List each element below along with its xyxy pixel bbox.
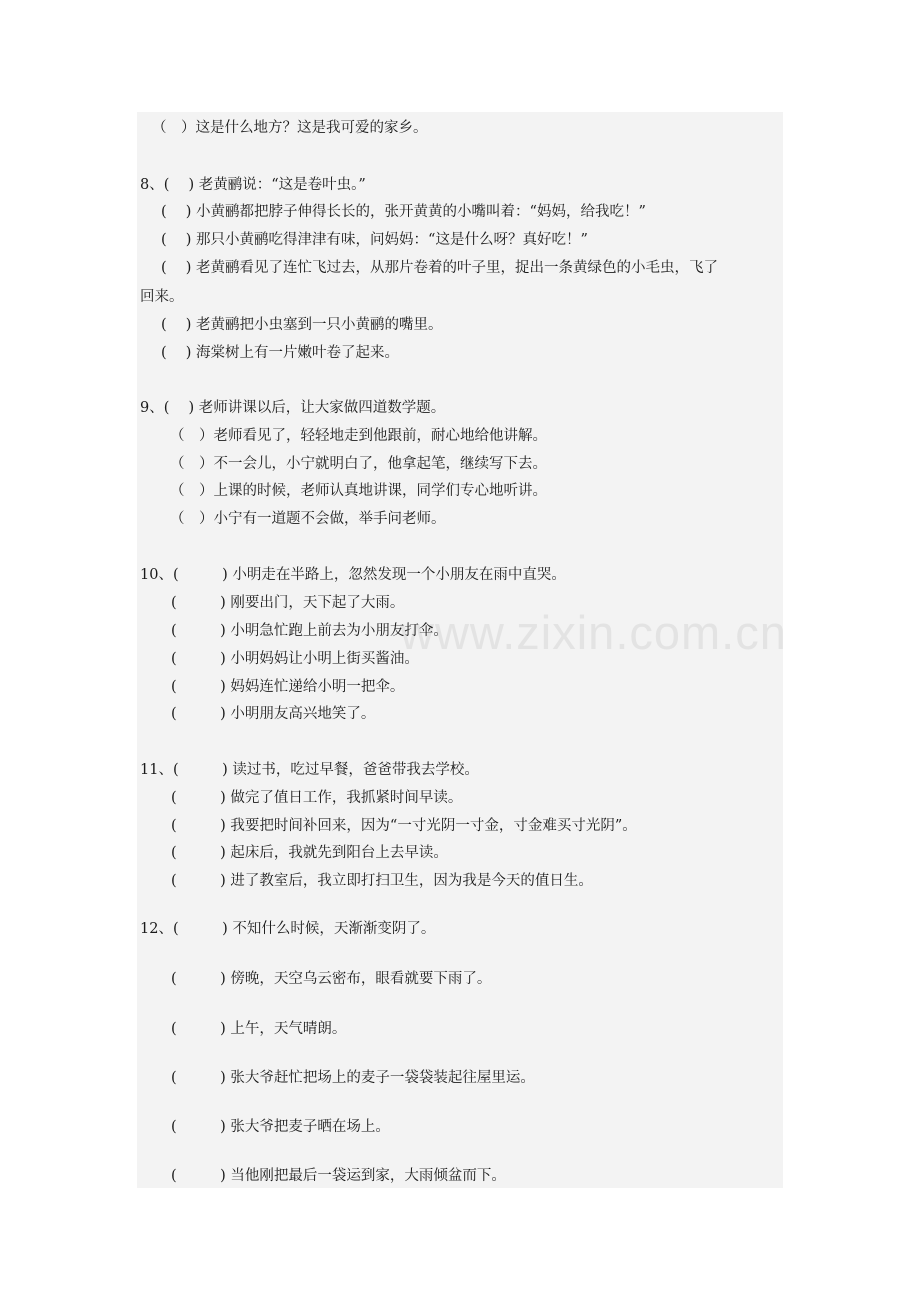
item-line: ( ) 老黄鹂看见了连忙飞过去，从那片卷着的叶子里，捉出一条黄绿色的小毛虫，飞了 — [161, 260, 719, 276]
item-line: ( ) 老黄鹂把小虫塞到一只小黄鹂的嘴里。 — [161, 317, 443, 333]
item-line: （ ）老师看见了，轻轻地走到他跟前，耐心地给他讲解。 — [170, 428, 547, 444]
item-line: ( ) 刚要出门，天下起了大雨。 — [171, 595, 405, 611]
question-11-line: 11、( ) 读过书，吃过早餐，爸爸带我去学校。 — [140, 762, 479, 778]
item-line: ( ) 当他刚把最后一袋运到家，大雨倾盆而下。 — [171, 1168, 506, 1184]
item-line: ( ) 我要把时间补回来，因为“一寸光阴一寸金，寸金难买寸光阴”。 — [171, 818, 637, 834]
item-line: （ ）小宁有一道题不会做，举手问老师。 — [170, 511, 446, 527]
item-line: （ ）上课的时候，老师认真地讲课，同学们专心地听讲。 — [170, 483, 547, 499]
item-line: ( ) 做完了值日工作，我抓紧时间早读。 — [171, 790, 463, 806]
item-line: ( ) 张大爷把麦子晒在场上。 — [171, 1119, 390, 1135]
item-line: （ ）这是什么地方？这是我可爱的家乡。 — [152, 120, 428, 136]
watermark-text: www.zixin.com.cn — [400, 606, 787, 659]
question-12-line: 12、( ) 不知什么时候，天渐渐变阴了。 — [140, 921, 436, 937]
item-line: ( ) 海棠树上有一片嫩叶卷了起来。 — [161, 345, 400, 361]
item-line: ( ) 小明妈妈让小明上街买酱油。 — [171, 651, 419, 667]
item-line: （ ）不一会儿，小宁就明白了，他拿起笔，继续写下去。 — [170, 456, 547, 472]
item-line: ( ) 傍晚，天空乌云密布，眼看就要下雨了。 — [171, 971, 492, 987]
item-line: ( ) 小明朋友高兴地笑了。 — [171, 706, 376, 722]
item-line-continuation: 回来。 — [140, 289, 184, 305]
item-line: ( ) 起床后，我就先到阳台上去早读。 — [171, 845, 448, 861]
item-line: ( ) 那只小黄鹂吃得津津有味，问妈妈：“这是什么呀？真好吃！” — [161, 232, 588, 248]
item-line: ( ) 上午，天气晴朗。 — [171, 1021, 347, 1037]
item-line: ( ) 张大爷赶忙把场上的麦子一袋袋装起往屋里运。 — [171, 1070, 535, 1086]
item-line: ( ) 妈妈连忙递给小明一把伞。 — [171, 679, 405, 695]
item-line: ( ) 小明急忙跑上前去为小朋友打伞。 — [171, 623, 448, 639]
item-line: ( ) 小黄鹂都把脖子伸得长长的，张开黄黄的小嘴叫着：“妈妈，给我吃！” — [161, 204, 646, 220]
question-9-line: 9、( ) 老师讲课以后，让大家做四道数学题。 — [140, 400, 446, 416]
question-10-line: 10、( ) 小明走在半路上，忽然发现一个小朋友在雨中直哭。 — [140, 567, 566, 583]
item-line: ( ) 进了教室后，我立即打扫卫生，因为我是今天的值日生。 — [171, 873, 593, 889]
question-8-line: 8、( ) 老黄鹂说：“这是卷叶虫。” — [140, 177, 366, 193]
